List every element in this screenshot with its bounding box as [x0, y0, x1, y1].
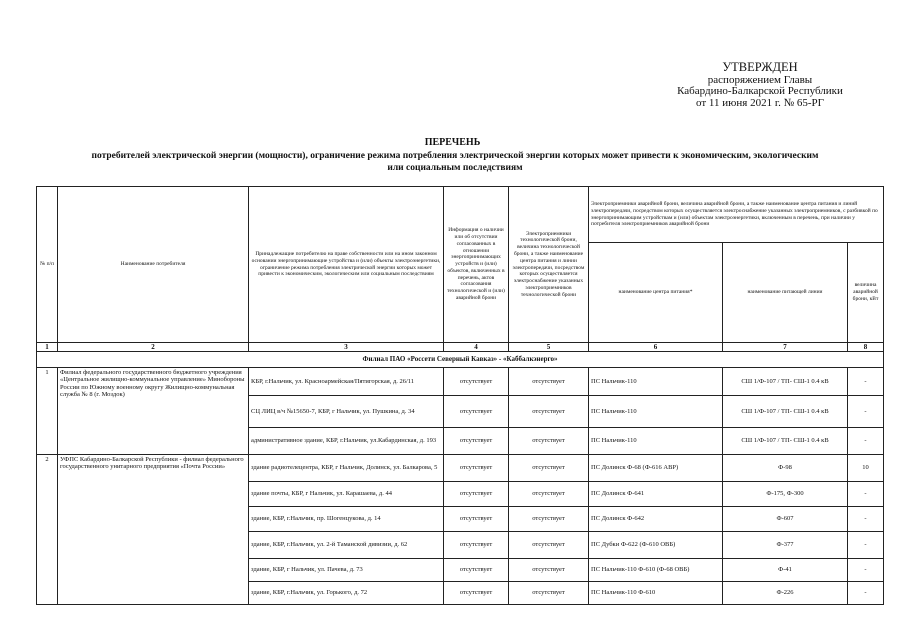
supply-line: Ф-607	[723, 507, 848, 532]
header-number: № п/п	[37, 187, 58, 343]
power-center: ПС Долинск Ф-641	[589, 482, 723, 507]
power-center: ПС Нальчик-110	[589, 428, 723, 455]
acts-status: отсутствует	[444, 482, 509, 507]
reserve-value: -	[848, 368, 884, 396]
acts-status: отсутствует	[444, 559, 509, 582]
object-address: здание, КБР, г.Нальчик, пр. Шогенцукова, д. 14	[249, 507, 444, 532]
table-body	[37, 343, 884, 605]
column-number: 1	[37, 343, 58, 352]
approval-line-1: распоряжением Главы	[707, 73, 813, 86]
technological-reserve: отсутствует	[509, 507, 589, 532]
reserve-value: -	[848, 582, 884, 605]
supply-line: СШ 1/Ф-107 / ТП- СШ-1 0.4 кВ	[723, 428, 848, 455]
supply-line: СШ 1/Ф-107 / ТП- СШ-1 0.4 кВ	[723, 368, 848, 396]
technological-reserve: отсутствует	[509, 455, 589, 482]
header-supply-line: наименование питающей линии	[723, 243, 848, 343]
table-row	[37, 455, 884, 482]
column-number: 5	[509, 343, 589, 352]
power-center: ПС Дубки Ф-622 (Ф-610 ОВБ)	[589, 532, 723, 559]
acts-status: отсутствует	[444, 428, 509, 455]
acts-status: отсутствует	[444, 396, 509, 428]
object-address: здание, КБР, г Нальчик, ул. Пачева, д. 73	[249, 559, 444, 582]
object-address: здание, КБР, г.Нальчик, ул. Горького, д. 72	[249, 582, 444, 605]
object-address: здание радиотелецентра, КБР, г Нальчик, Долинск, ул. Балкарова, 5	[249, 455, 444, 482]
technological-reserve: отсутствует	[509, 396, 589, 428]
column-number: 2	[58, 343, 249, 352]
column-number: 8	[848, 343, 884, 352]
approval-line-3: от 11 июня 2021 г. № 65-РГ	[696, 96, 824, 109]
header-acts-info: Информация о наличии или об отсутствии согласованных в отношении энергопринимающих устройств и (или) объектов, включенных в перечень, актов согласования технологической и (или) аварийной брони	[444, 187, 509, 343]
power-center: ПС Нальчик-110 Ф-610	[589, 582, 723, 605]
row-number: 1	[37, 368, 58, 455]
supply-line: Ф-41	[723, 559, 848, 582]
power-center: ПС Нальчик-110	[589, 368, 723, 396]
reserve-value: -	[848, 482, 884, 507]
column-number: 3	[249, 343, 444, 352]
acts-status: отсутствует	[444, 455, 509, 482]
header-power-center: наименование центра питания*	[589, 243, 723, 343]
reserve-value: -	[848, 532, 884, 559]
object-address: СЦ ЛИЦ в/ч №15650-7, КБР, г Нальчик, ул. Пушкина, д. 34	[249, 396, 444, 428]
power-center: ПС Нальчик-110 Ф-610 (Ф-68 ОВБ)	[589, 559, 723, 582]
document-subtitle: потребителей электрической энергии (мощности), ограничение режима потребления электрической энергии которых может привести к экономическим, экологическим или социальным последствиям	[91, 151, 819, 173]
column-numbers-row	[37, 343, 884, 352]
power-center: ПС Нальчик-110	[589, 396, 723, 428]
reserve-value: -	[848, 396, 884, 428]
document-title: ПЕРЕЧЕНЬ	[424, 137, 481, 148]
table-row	[37, 368, 884, 396]
object-address: здание, КБР, г.Нальчик, ул. 2-й Таманской дивизии, д. 62	[249, 532, 444, 559]
technological-reserve: отсутствует	[509, 482, 589, 507]
power-center: ПС Долинск Ф-68 (Ф-616 АВР)	[589, 455, 723, 482]
consumers-table	[36, 186, 884, 605]
supply-line: Ф-226	[723, 582, 848, 605]
branch-name: Филиал ПАО «Россети Северный Кавказ» - «Каббалкэнерго»	[37, 352, 884, 368]
power-center: ПС Долинск Ф-642	[589, 507, 723, 532]
consumer-name: УФПС Кабардино-Балкарской Республики - филиал федерального государственного унитарного предприятия «Почта России»	[58, 455, 249, 605]
supply-line: Ф-175, Ф-300	[723, 482, 848, 507]
approval-line-2: Кабардино-Балкарской Республики	[677, 85, 843, 97]
reserve-value: 10	[848, 455, 884, 482]
reserve-value: -	[848, 507, 884, 532]
approval-block	[655, 62, 865, 109]
acts-status: отсутствует	[444, 532, 509, 559]
supply-line: Ф-98	[723, 455, 848, 482]
technological-reserve: отсутствует	[509, 428, 589, 455]
reserve-value: -	[848, 559, 884, 582]
technological-reserve: отсутствует	[509, 559, 589, 582]
object-address: административное здание, КБР, г.Нальчик, ул.Кабардинская, д. 193	[249, 428, 444, 455]
branch-row	[37, 352, 884, 368]
column-number: 7	[723, 343, 848, 352]
acts-status: отсутствует	[444, 368, 509, 396]
row-number: 2	[37, 455, 58, 605]
header-consumer-name: Наименование потребителя	[58, 187, 249, 343]
supply-line: Ф-377	[723, 532, 848, 559]
object-address: здание почты, КБР, г Нальчик, ул. Карашаева, д. 44	[249, 482, 444, 507]
header-technological-reserve: Электроприемники технологической брони, величина технологической брони, а также наименование центра питания и линии электропередачи, посредством которых осуществляется электроснабжение указанных электроприемников технологической брони	[509, 187, 589, 343]
consumer-name: Филиал федерального государственного бюджетного учреждения «Центральное жилищно-коммунальное управление» Минобороны России по Южному военному округу Жилищно-коммунальная служба № 8 (г. Моздок)	[58, 368, 249, 455]
column-number: 4	[444, 343, 509, 352]
acts-status: отсутствует	[444, 582, 509, 605]
approval-heading: УТВЕРЖДЕН	[722, 60, 798, 74]
header-reserve-value: величина аварийной брони, кВт	[848, 243, 884, 343]
technological-reserve: отсутствует	[509, 368, 589, 396]
column-number: 6	[589, 343, 723, 352]
object-address: КБР, г.Нальчик, ул. Красноармейская/Пятигорская, д. 26/11	[249, 368, 444, 396]
reserve-value: -	[848, 428, 884, 455]
header-emergency-reserve-group: Электроприемники аварийной брони, величина аварийной брони, а также наименование центра питания и линий электропередачи, посредством которых осуществляется электроснабжение указанных электроприемников, с разбивкой по энергопринимающим устройствам и (или) объектам электроэнергетики, включенным в перечень, при наличии у потребителя электроприемников аварийной брони	[589, 187, 884, 243]
header-devices: Принадлежащие потребителю на праве собственности или на ином законном основании энергопринимающие устройства и (или) объекты электроэнергетики, ограничение режима потребления электрической энергии которых может привести к экономическим, экологическим или социальным последствиям	[249, 187, 444, 343]
technological-reserve: отсутствует	[509, 532, 589, 559]
technological-reserve: отсутствует	[509, 582, 589, 605]
supply-line: СШ 1/Ф-107 / ТП- СШ-1 0.4 кВ	[723, 396, 848, 428]
acts-status: отсутствует	[444, 507, 509, 532]
